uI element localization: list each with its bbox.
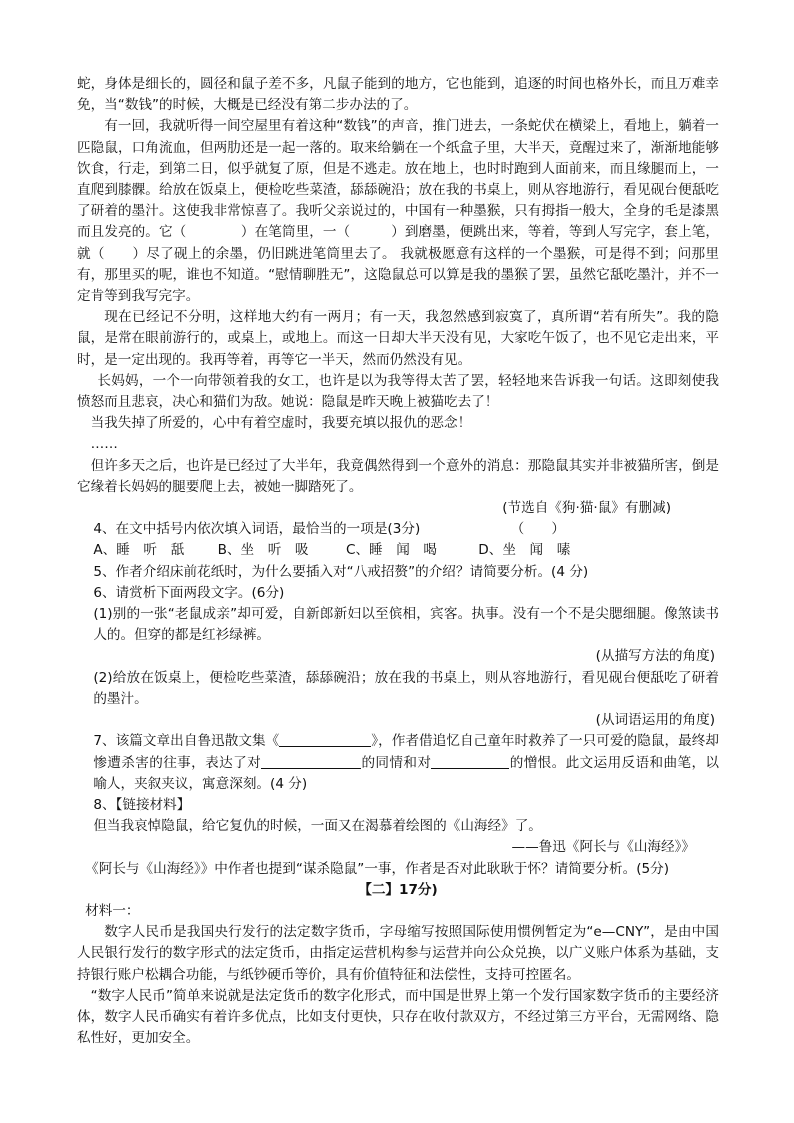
question-6-part-1-hint: (从描写方法的角度) [595,648,715,665]
question-7-part-d: 的憎恨。此文运用反语和曲笔，以喻人，夹叙夹议，寓意深刻。(4 分) [93,754,720,792]
passage-ellipsis: …… [90,436,118,453]
option-a: A、睡 听 舐 [93,542,185,559]
option-c: C、睡 闻 喝 [345,542,438,559]
question-7 [77,731,719,795]
question-6-part-1: (1)别的一张“老鼠成亲”却可爱，自新郎新妇以至傧相，宾客。执事。没有一个不是尖腮细腿。像煞读书人的。但穿的都是红衫绿裤。 [93,606,719,644]
question-4-options [77,540,719,561]
question-5: 5、作者介绍床前花纸时，为什么要插入对“八戒招赘”的介绍？请简要分析。(4 分) [93,563,589,580]
question-6-part-2: (2)给放在饭桌上，便检吃些菜渣，舔舔碗沿；放在我的书桌上，则从容地游行，看见砚台便舐吃了研着的墨汁。 [93,669,719,707]
passage-paragraph-6: 但许多天之后，也许是已经过了大半年，我竟偶然得到一个意外的消息：那隐鼠其实并非被猫所害，倒是它缘着长妈妈的腿要爬上去，被她一脚踏死了。 [77,457,719,495]
answer-blank-book[interactable] [279,732,371,747]
passage-paragraph-5: 当我失掉了所爱的，心中有着空虚时，我要充填以报仇的恶念！ [90,415,472,432]
material-1-paragraph-1: 数字人民币是我国央行发行的法定数字货币，字母缩写按照国际使用惯例暂定为“e—CNY”，是由中国人民银行发行的数字形式的法定货币，由指定运营机构参与运营并向公众兑换，以广义账户体系为基础，支持银行账户松耦合功能，与纸钞硬币等价，具有价值特征和法偿性，支持可控匿名。 [77,924,719,983]
question-4 [77,519,719,540]
option-b: B、坐 听 吸 [217,542,309,559]
question-7-part-c: 的同情和对 [361,754,432,771]
answer-blank-sympathy[interactable] [261,754,361,769]
question-6-part-2-hint: (从词语运用的角度) [595,712,715,729]
material-1-label: 材料一： [85,902,140,919]
question-4-answer-paren: （ ） [510,521,565,538]
question-8: 8、【链接材料】 [93,796,191,813]
page-content [77,74,719,1049]
passage-paragraph-3: 现在已经记不分明，这样地大约有一两月；有一天，我忽然感到寂寞了，真所谓“若有所失”。我的隐鼠，是常在眼前游行的，或桌上，或地上。而这一日却大半天没有见，大家吃午饭了，也不见它走出来，平时，是一定出现的。我再等着，再等它一半天，然而仍然没有见。 [77,309,719,368]
answer-blank-hatred[interactable] [431,754,509,769]
question-7-part-a: 7、该篇文章出自鲁迅散文集《 [93,733,280,750]
question-4-text: 4、在文中括号内依次填入词语，最恰当的一项是(3分) [93,521,421,538]
passage-source: (节选自《狗·猫·鼠》有删减) [502,500,671,517]
material-1-paragraph-2: “数字人民币”简单来说就是法定货币的数字化形式，而中国是世界上第一个发行国家数字货币的主要经济体，数字人民币确实有着许多优点，比如支付更快，只存在收付款双方，不经过第三方平台，无需网络、隐私性好，更加安全。 [77,987,719,1047]
question-8-quote-source: ——鲁迅《阿长与《山海经》》 [511,839,695,856]
question-8-quote: 但当我哀悼隐鼠，给它复仇的时候，一面又在渴慕着绘图的《山海经》了。 [93,818,542,835]
question-6: 6、请赏析下面两段文字。(6分) [93,584,285,601]
passage-paragraph-2: 有一回，我就听得一间空屋里有着这种“数钱”的声音，推门进去，一条蛇伏在横梁上，看地上，躺着一匹隐鼠，口角流血，但两肋还是一起一落的。取来给躺在一个纸盒子里，大半天，竟醒过来了，渐渐地能够饮食，行走，到第二日，似乎就复了原，但是不逃走。放在地上，也时时跑到人面前来，而且缘腿而上，一直爬到膝髁。给放在饭桌上，便检吃些菜渣，舔舔碗沿；放在我的书桌上，则从容地游行，看见砚台便舐吃了研着的墨汁。这使我非常惊喜了。我听父亲说过的，中国有一种墨猴，只有拇指一般大，全身的毛是漆黑而且发亮的。它（ ）在笔筒里，一（ ）到磨墨，便跳出来，等着，等到人写完字，套上笔，就（ ）尽了砚上的余墨，仍旧跳进笔筒里去了。 我就极愿意有这样的一个墨猴，可是得不到；问那里有，那里买的呢，谁也不知道。“慰情聊胜无”，这隐鼠总可以算是我的墨猴了罢，虽然它舐吃墨汁，并不一定肯等到我写完字。 [77,118,719,305]
option-d: D、坐 闻 嗉 [478,542,571,559]
section-2-title: 【二】17分) [358,881,438,898]
passage-paragraph-1: 蛇，身体是细长的，圆径和鼠子差不多，凡鼠子能到的地方，它也能到，追逐的时间也格外长，而且万难幸免，当“数钱”的时候，大概是已经没有第二步办法的了。 [77,76,719,114]
passage-paragraph-4: 长妈妈，一个一向带领着我的女工，也许是以为我等得太苦了罢，轻轻地来告诉我一句话。这即刻使我愤怒而且悲哀，决心和猫们为敌。她说：隐鼠是昨天晚上被猫吃去了！ [77,372,719,411]
question-8-ask: 《阿长与《山海经》》中作者也提到“谋杀隐鼠”一事，作者是否对此耿耿于怀？请简要分析。(5分) [85,860,670,877]
question-7-part-b: 》，作者借追忆自己童年时救养了一只可爱的隐鼠，最终却惨遭杀害的往事，表达了对 [93,733,719,771]
